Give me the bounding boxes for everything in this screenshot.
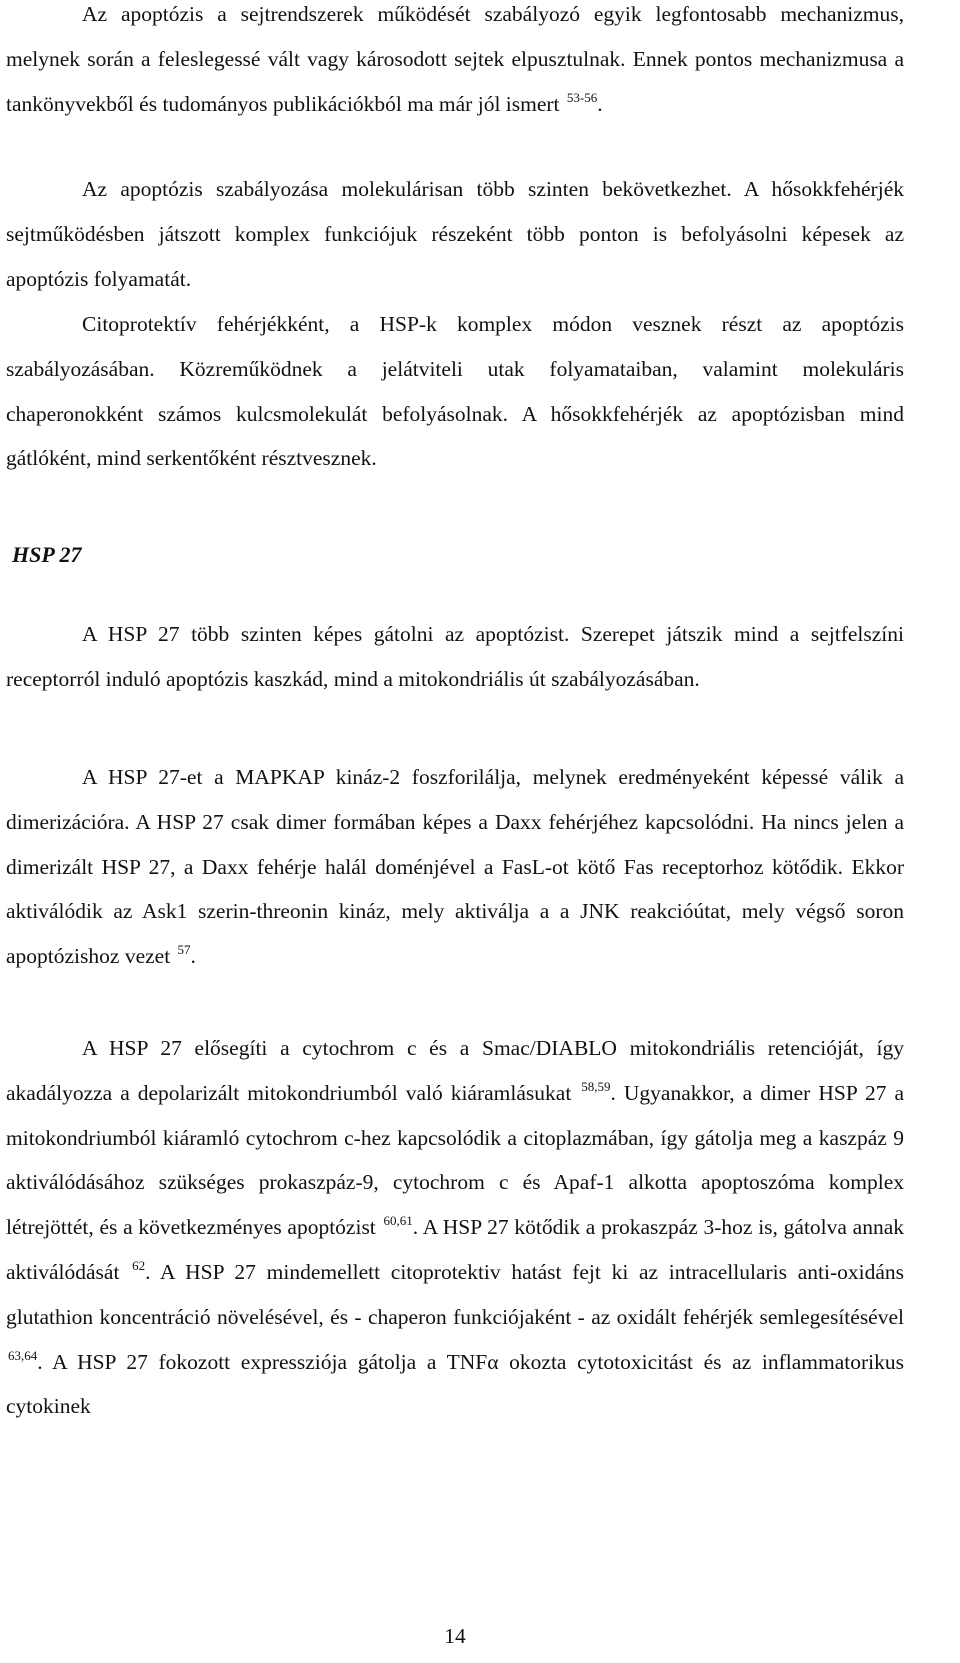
- paragraph-apoptosis-intro: [6, 0, 904, 126]
- citation-superscript: 60,61: [383, 1213, 413, 1229]
- paragraph-text: Citoprotektív fehérjékként, a HSP-k komplex módon vesznek részt az apoptózis szabályozásában. Közreműködnek a jelátviteli utak folyamataiban, valamint molekuláris chaperonokként számos kulcsmolekulát befolyásolnak. A hősokkfehérjék az apoptózisban mind gátlóként, mind serkentőként résztvesznek.: [6, 312, 904, 471]
- citation-superscript: 63,64: [8, 1347, 38, 1363]
- paragraph-hsp27-mitochondria: [6, 1026, 904, 1429]
- paragraph-text: A HSP 27 elősegíti a cytochrom c és a Smac/DIABLO mitokondriális retencióját, így akadályozza a depolarizált mitokondriumból való kiáramlásukat: [6, 1036, 904, 1105]
- paragraph-text: Az apoptózis szabályozása molekulárisan több szinten bekövetkezhet. A hősokkfehérjék sejtműködésben játszott komplex funkciójuk részeként több ponton is befolyásolni képesek az apoptózis folyamatát.: [6, 177, 904, 291]
- citation-superscript: 58,59: [581, 1078, 611, 1094]
- paragraph-text: . A HSP 27 fokozott expressziója gátolja a TNFα okozta cytotoxicitást és az inflammatorikus cytokinek: [6, 1349, 904, 1419]
- citation-superscript: 62: [132, 1257, 146, 1273]
- paragraph-hsp27-overview: [6, 612, 904, 702]
- paragraph-text: . A HSP 27 mindemellett citoprotektiv hatást fejt ki az intracellularis anti-oxidáns glutathion koncentráció növelésével, és - chaperon funkciójaként - az oxidált fehérjék semlegesítésével: [6, 1259, 904, 1329]
- paragraph-text: Az apoptózis a sejtrendszerek működését szabályozó egyik legfontosabb mechanizmus, melynek során a feleslegessé vált vagy károsodott sejtek elpusztulnak. Ennek pontos mechanizmusa a tankönyvekből és tudományos publikációkból ma már jól ismert: [6, 2, 904, 116]
- page-number: 14: [444, 1624, 466, 1648]
- paragraph-text: A HSP 27 több szinten képes gátolni az apoptózist. Szerepet játszik mind a sejtfelszíni receptorról induló apoptózis kaszkád, mind a mitokondriális út szabályozásában.: [6, 622, 904, 691]
- paragraph-text: . A HSP 27 kötődik a prokaszpáz 3-hoz is, gátolva annak aktiválódását: [6, 1215, 904, 1284]
- paragraph-text: A HSP 27-et a MAPKAP kináz-2 foszforilálja, melynek eredményeként képessé válik a dimerizációra. A HSP 27 csak dimer formában képes a Daxx fehérjéhez kapcsolódni. Ha nincs jelen a dimerizált HSP 27, a Daxx fehérje halál doménjével a FasL-ot kötő Fas receptorhoz kötődik. Ekkor aktiválódik az Ask1 szerin-threonin kináz, mely aktiválja a a JNK reakcióútat, mely végső soron apoptózishoz vezet: [6, 765, 904, 969]
- paragraph-text: .: [597, 91, 603, 116]
- section-heading: HSP 27: [12, 542, 82, 567]
- paragraph-cytoprotective: [6, 302, 904, 481]
- paragraph-regulation: [6, 167, 904, 301]
- citation-superscript: 53-56: [566, 89, 598, 105]
- paragraph-hsp27-daxx: [6, 755, 904, 979]
- paragraph-text: .: [190, 944, 196, 969]
- paragraph-text: . Ugyanakkor, a dimer HSP 27 a mitokondriumból kiáramló cytochrom c-hez kapcsolódik a citoplazmában, így gátolja meg a kaszpáz 9 aktiválódásához szükséges prokaszpáz-9, cytochrom c és Apaf-1 alkotta apoptoszóma komplex létrejöttét, és a következményes apoptózist: [6, 1080, 904, 1240]
- citation-superscript: 57: [177, 942, 191, 958]
